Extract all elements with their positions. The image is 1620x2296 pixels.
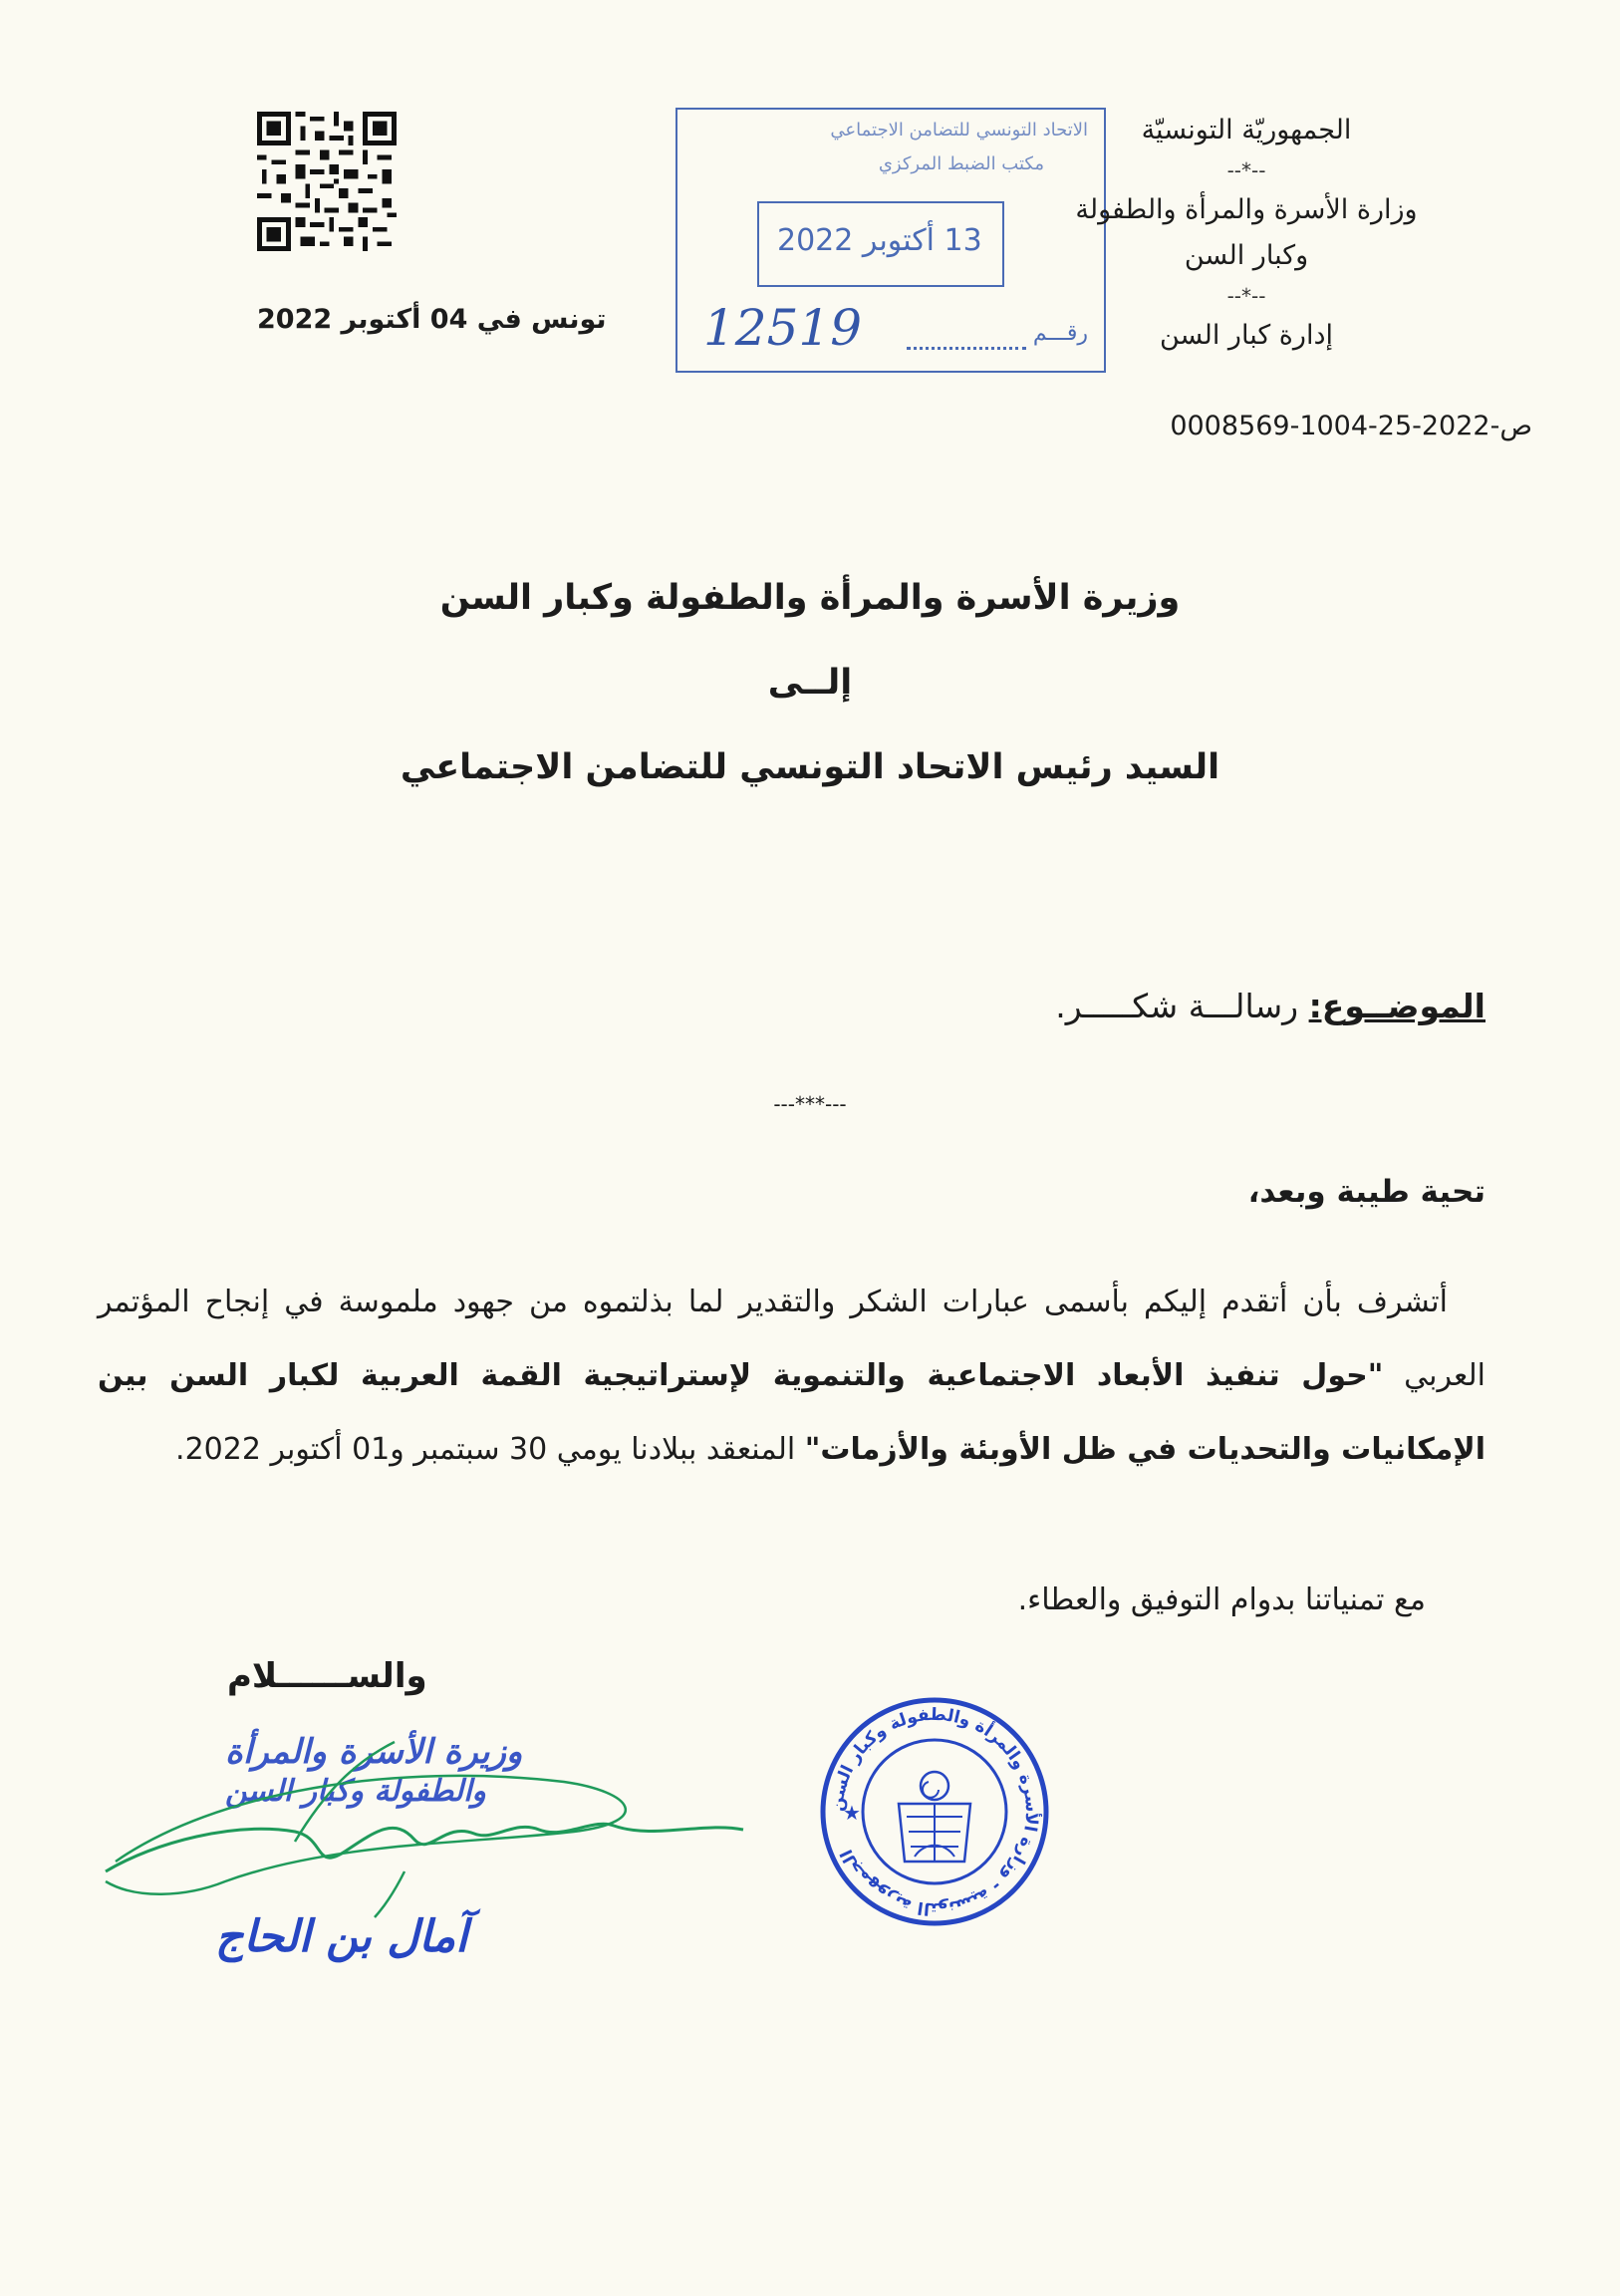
closing-wish: مع تمنياتنا بدوام التوفيق والعطاء. (1017, 1582, 1426, 1617)
body-paragraph-end: المنعقد ببلادنا يومي 30 سبتمبر و01 أكتوبر 2022. (175, 1432, 805, 1467)
stamp-number-label: رقـــم (1032, 321, 1088, 346)
reference-number (1170, 411, 1532, 441)
subject-label: الموضــوع: (1308, 987, 1485, 1025)
signatory-name: آمال بن الحاج (215, 1911, 468, 1962)
letterhead-department: إدارة كبار السن (1159, 320, 1333, 351)
official-seal (815, 1692, 1054, 1931)
stamp-organization: الاتحاد التونسي للتضامن الاجتماعي (830, 120, 1088, 141)
signature-org-line1: وزيرة الأسرة والمرأة (225, 1732, 523, 1772)
stamp-number-dotted-line (907, 347, 1026, 350)
qr-code (257, 112, 397, 251)
letterhead-ministry: وزارة الأسرة والمرأة والطفولة (1075, 194, 1418, 225)
section-separator: ---***--- (773, 1092, 847, 1116)
conference-title: "حول تنفيذ الأبعاد الاجتماعية والتنموية لإستراتيجية القمة العربية لكبار السن بين الإمكانيات والتحديات في ظل الأوبئة والأزمات" (98, 1358, 1485, 1467)
letterhead-separator: --*-- (1226, 158, 1266, 182)
stamp-date: 13 أكتوبر 2022 (777, 223, 982, 258)
signature-org-line2: والطفولة وكبار السن (225, 1774, 486, 1809)
letter-body (98, 1266, 1485, 1487)
stamp-handwritten-number: 12519 (703, 299, 863, 357)
subject-line (1055, 987, 1485, 1025)
to-label: إلــى (767, 663, 853, 703)
sender-title: وزيرة الأسرة والمرأة والطفولة وكبار السن (439, 578, 1181, 618)
body-paragraph: أتشرف بأن أتقدم إليكم بأسمى عبارات الشكر والتقدير لما بذلتموه من جهود ملموسة في إنجاح المؤتمر العربي (98, 1285, 1485, 1393)
closing-salam: والســــــلام (227, 1656, 427, 1696)
stamp-office: مكتب الضبط المركزي (878, 153, 1044, 174)
recipient-title: السيد رئيس الاتحاد التونسي للتضامن الاجتماعي (400, 747, 1220, 787)
letter-date: تونس في 04 أكتوبر 2022 (257, 304, 607, 335)
letterhead-ministry-cont: وكبار السن (1184, 240, 1309, 271)
letterhead-separator: --*-- (1226, 284, 1266, 308)
letterhead-country: الجمهوريّة التونسيّة (1141, 115, 1352, 145)
signature-block (96, 1722, 753, 1981)
letterhead (1027, 108, 1466, 359)
handwritten-signature (96, 1722, 753, 1921)
greeting: تحية طيبة وبعد، (1247, 1174, 1485, 1210)
reference-number-text: 0008569-1004-25-2022-ص (1170, 411, 1532, 441)
seal-star-icon: ★ (843, 1801, 861, 1825)
seal-text: الجمهورية التونسية - وزارة الأسرة والمرأة والطفولة وكبار السن (827, 1704, 1042, 1919)
subject-text: رسالـــة شكـــــر. (1055, 987, 1309, 1025)
